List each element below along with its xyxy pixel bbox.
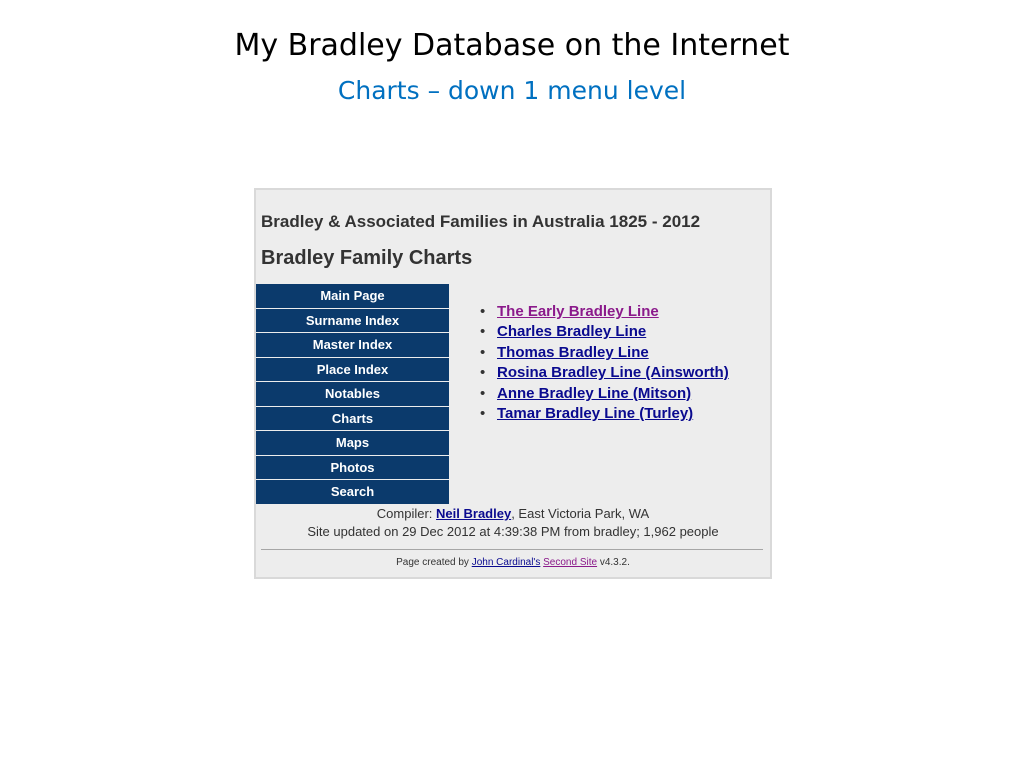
compiler-prefix: Compiler: xyxy=(376,506,437,521)
credit-version: v4.3.2. xyxy=(597,557,630,568)
bullet-icon: • xyxy=(480,303,486,320)
nav-menu xyxy=(256,284,449,505)
nav-item-main-page[interactable]: Main Page xyxy=(256,284,449,308)
chart-link-anne-bradley-line[interactable]: Anne Bradley Line (Mitson) xyxy=(497,384,692,402)
nav-item-maps[interactable]: Maps xyxy=(256,431,449,455)
nav-item-photos[interactable]: Photos xyxy=(256,456,449,480)
credit-author-link[interactable]: John Cardinal's xyxy=(471,557,541,568)
bullet-icon: • xyxy=(480,364,486,382)
list-item xyxy=(480,343,729,363)
list-item xyxy=(480,363,729,383)
nav-item-master-index[interactable]: Master Index xyxy=(256,333,449,357)
chart-link-list xyxy=(480,302,729,424)
compiler-line xyxy=(256,506,770,521)
bullet-icon: • xyxy=(480,323,486,341)
slide-title: My Bradley Database on the Internet xyxy=(234,28,790,63)
chart-link-charles-bradley-line[interactable]: Charles Bradley Line xyxy=(497,323,647,341)
site-updated-text: Site updated on 29 Dec 2012 at 4:39:38 PM from bradley; 1,962 people xyxy=(307,524,719,539)
footer-divider xyxy=(261,549,763,550)
compiler-location: , East Victoria Park, WA xyxy=(511,506,650,521)
nav-item-surname-index[interactable]: Surname Index xyxy=(256,309,449,333)
list-item xyxy=(480,302,729,322)
list-item xyxy=(480,322,729,342)
nav-item-search[interactable]: Search xyxy=(256,480,449,504)
slide-subtitle: Charts – down 1 menu level xyxy=(337,76,687,105)
bullet-icon: • xyxy=(480,343,486,361)
nav-item-notables[interactable]: Notables xyxy=(256,382,449,406)
site-title: Bradley & Associated Families in Australia 1825 - 2012 xyxy=(261,212,701,231)
list-item xyxy=(480,404,729,424)
nav-item-place-index[interactable]: Place Index xyxy=(256,358,449,382)
list-item xyxy=(480,384,729,404)
bullet-icon: • xyxy=(480,404,486,422)
bullet-icon: • xyxy=(480,384,486,402)
website-screenshot xyxy=(254,188,772,579)
chart-link-thomas-bradley-line[interactable]: Thomas Bradley Line xyxy=(497,343,649,361)
credit-prefix: Page created by xyxy=(396,557,472,568)
chart-link-rosina-bradley-line[interactable]: Rosina Bradley Line (Ainsworth) xyxy=(497,364,729,382)
page-heading: Bradley Family Charts xyxy=(261,247,473,269)
chart-link-early-bradley-line[interactable]: The Early Bradley Line xyxy=(497,303,659,320)
credit-line xyxy=(256,557,770,568)
credit-product-link[interactable]: Second Site xyxy=(543,557,598,568)
nav-item-charts[interactable]: Charts xyxy=(256,407,449,431)
compiler-name-link[interactable]: Neil Bradley xyxy=(436,506,512,521)
chart-link-tamar-bradley-line[interactable]: Tamar Bradley Line (Turley) xyxy=(497,404,694,422)
